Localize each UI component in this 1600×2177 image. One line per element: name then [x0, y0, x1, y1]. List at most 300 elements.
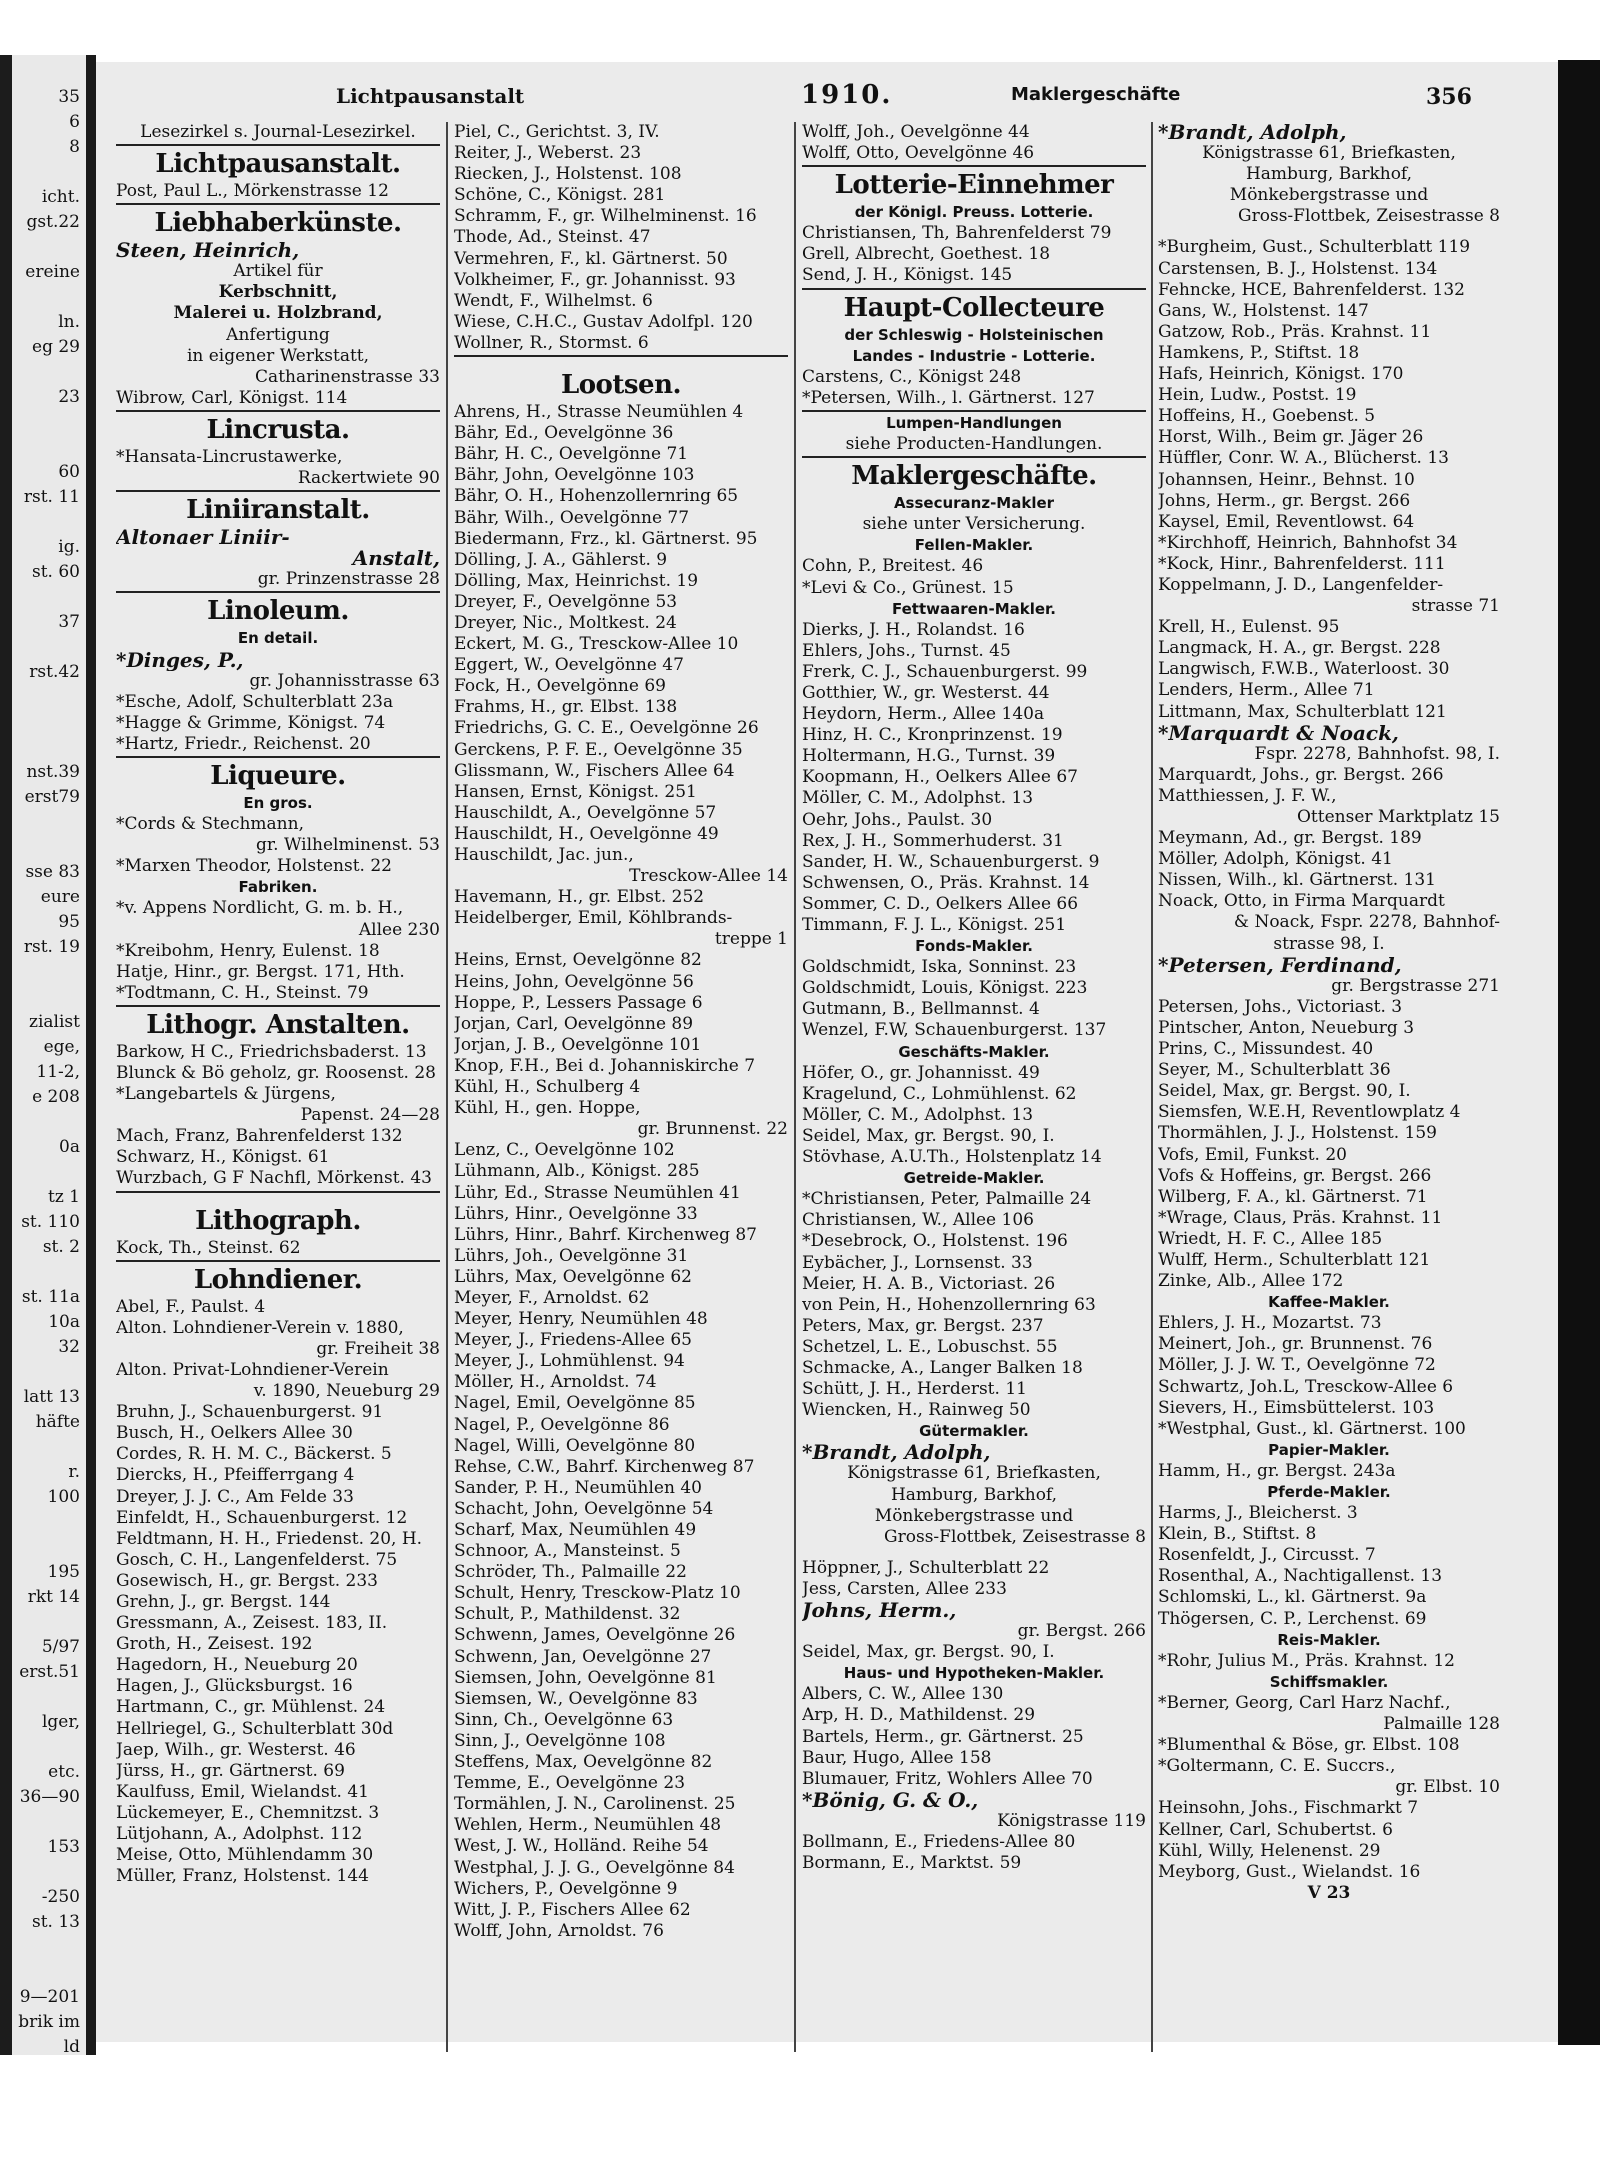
directory-entry: Wenzel, F.W, Schauenburgerst. 137 — [802, 1020, 1107, 1041]
directory-entry: Seidel, Max, gr. Bergst. 90, I. — [802, 1642, 1055, 1663]
directory-entry: *Langebartels & Jürgens, — [116, 1084, 336, 1105]
previous-page-fragment: ereine — [25, 262, 80, 282]
directory-entry: Meyer, J., Lohmühlenst. 94 — [454, 1351, 685, 1372]
directory-entry: Vofs, Emil, Funkst. 20 — [1158, 1144, 1347, 1165]
directory-entry: *Esche, Adolf, Schulterblatt 23a — [116, 691, 394, 712]
directory-entry: Hansen, Ernst, Königst. 251 — [454, 781, 697, 802]
directory-entry: *Rohr, Julius M., Präs. Krahnst. 12 — [1158, 1650, 1455, 1671]
directory-entry: Artikel für — [233, 261, 323, 282]
directory-entry: Mönkebergstrasse und — [1229, 185, 1429, 206]
previous-page-fragment: gst.22 — [26, 212, 80, 232]
subsection-heading: der Königl. Preuss. Lotterie. — [854, 203, 1094, 222]
directory-entry: Hein, Ludw., Postst. 19 — [1158, 385, 1357, 406]
directory-entry: Rex, J. H., Sommerhuderst. 31 — [802, 830, 1064, 851]
directory-entry: V 23 — [1307, 1882, 1351, 1903]
directory-entry: gr. Johannisstrasse 63 — [249, 670, 440, 691]
directory-entry: Königstrasse 61, Briefkasten, — [847, 1463, 1101, 1484]
directory-entry: *Hartz, Friedr., Reichenst. 20 — [116, 733, 371, 754]
directory-entry: Kühl, H., Schulberg 4 — [454, 1077, 641, 1098]
subsection-heading: Fonds-Makler. — [915, 937, 1033, 956]
directory-entry: *Desebrock, O., Holstenst. 196 — [802, 1231, 1068, 1252]
directory-entry: Palmaille 128 — [1383, 1714, 1500, 1735]
directory-entry: Wolff, John, Arnoldst. 76 — [454, 1920, 664, 1941]
directory-entry: Meyborg, Gust., Wielandst. 16 — [1158, 1861, 1421, 1882]
directory-entry: Wulff, Herm., Schulterblatt 121 — [1158, 1249, 1431, 1270]
section-heading: Lootsen. — [560, 370, 682, 401]
directory-entry: Kaulfuss, Emil, Wielandst. 41 — [116, 1781, 369, 1802]
directory-entry: *Hagge & Grimme, Königst. 74 — [116, 712, 386, 733]
directory-entry: Kellner, Carl, Schubertst. 6 — [1158, 1819, 1393, 1840]
directory-entry: Thögersen, C. P., Lerchenst. 69 — [1158, 1608, 1427, 1629]
featured-entry: *Bönig, G. & O., — [802, 1789, 979, 1811]
previous-page-fragment: häfte — [35, 1412, 80, 1432]
directory-entry: Gross-Flottbek, Zeisestrasse 8 — [884, 1526, 1146, 1547]
directory-entry: Steffens, Max, Oevelgönne 82 — [454, 1752, 713, 1773]
section-heading: Liniiranstalt. — [186, 495, 370, 526]
column-2 — [454, 122, 788, 1942]
previous-page-fragment: 36—90 — [19, 1787, 80, 1807]
directory-entry: Busch, H., Oelkers Allee 30 — [116, 1423, 353, 1444]
directory-entry: Langmack, H. A., gr. Bergst. 228 — [1158, 638, 1441, 659]
directory-entry: Hamburg, Barkhof, — [890, 1484, 1058, 1505]
directory-entry: Hauschildt, A., Oevelgönne 57 — [454, 802, 717, 823]
directory-entry: Ahrens, H., Strasse Neumühlen 4 — [454, 402, 744, 423]
directory-entry: Wichers, P., Oevelgönne 9 — [454, 1878, 678, 1899]
subsection-heading: der Schleswig - Holsteinischen — [844, 325, 1104, 344]
featured-entry: *Petersen, Ferdinand, — [1158, 954, 1402, 976]
previous-page-fragment: icht. — [41, 187, 80, 207]
directory-entry: Hamkens, P., Stiftst. 18 — [1158, 342, 1360, 363]
section-rule — [116, 490, 440, 492]
directory-entry: Schwensen, O., Präs. Krahnst. 14 — [802, 872, 1090, 893]
directory-entry: Vermehren, F., kl. Gärtnerst. 50 — [454, 248, 728, 269]
directory-entry: Wolff, Otto, Oevelgönne 46 — [802, 143, 1035, 164]
directory-entry: Frerk, C. J., Schauenburgerst. 99 — [802, 661, 1088, 682]
directory-entry: Siemsen, W., Oevelgönne 83 — [454, 1688, 698, 1709]
previous-page-fragment: st. 13 — [32, 1912, 80, 1932]
directory-entry: Volkheimer, F., gr. Johannisst. 93 — [454, 269, 736, 290]
directory-entry: Meyer, Henry, Neumühlen 48 — [454, 1309, 708, 1330]
previous-page-fragment: 153 — [47, 1837, 80, 1857]
previous-page-fragment: ln. — [58, 312, 80, 332]
column-divider — [794, 122, 796, 2052]
column-1 — [116, 122, 440, 1887]
directory-entry: Baur, Hugo, Allee 158 — [802, 1747, 992, 1768]
directory-entry: Gotthier, W., gr. Westerst. 44 — [802, 682, 1050, 703]
directory-entry: Rosenfeldt, J., Circusst. 7 — [1158, 1545, 1376, 1566]
directory-entry: Rackertwiete 90 — [297, 468, 440, 489]
directory-entry: Sommer, C. D., Oelkers Allee 66 — [802, 893, 1079, 914]
directory-entry: gr. Wilhelminenst. 53 — [256, 835, 440, 856]
directory-entry: Glissmann, W., Fischers Allee 64 — [454, 760, 735, 781]
directory-entry: Heidelberger, Emil, Köhlbrands- — [454, 908, 733, 929]
previous-page-fragment: 35 — [58, 87, 80, 107]
directory-entry: Knop, F.H., Bei d. Johanniskirche 7 — [454, 1055, 756, 1076]
section-rule — [116, 591, 440, 593]
directory-entry: Seidel, Max, gr. Bergst. 90, I. — [802, 1125, 1055, 1146]
directory-entry: Albers, C. W., Allee 130 — [802, 1684, 1004, 1705]
previous-page-fragment: rkt 14 — [27, 1587, 80, 1607]
directory-entry: Schwenn, Jan, Oevelgönne 27 — [454, 1646, 712, 1667]
directory-entry: Gutmann, B., Bellmannst. 4 — [802, 999, 1040, 1020]
section-rule — [454, 355, 788, 357]
directory-entry: Piel, C., Gerichtst. 3, IV. — [454, 122, 660, 142]
directory-entry: Höppner, J., Schulterblatt 22 — [802, 1557, 1050, 1578]
directory-entry: Hellriegel, G., Schulterblatt 30d — [116, 1718, 394, 1739]
directory-entry: Kragelund, C., Lohmühlenst. 62 — [802, 1083, 1077, 1104]
directory-entry: *Hansata-Lincrustawerke, — [116, 446, 343, 467]
directory-entry: Witt, J. P., Fischers Allee 62 — [454, 1899, 691, 1920]
directory-entry: Wiencken, H., Rainweg 50 — [802, 1400, 1031, 1421]
directory-entry: Schwartz, Joh.L, Tresckow-Allee 6 — [1158, 1376, 1454, 1397]
section-heading: Lithogr. Anstalten. — [146, 1009, 410, 1040]
directory-entry: Schacht, John, Oevelgönne 54 — [454, 1498, 714, 1519]
directory-entry: von Pein, H., Hohenzollernring 63 — [802, 1294, 1096, 1315]
directory-entry: Christiansen, W., Allee 106 — [802, 1210, 1034, 1231]
directory-entry: Meyer, F., Arnoldst. 62 — [454, 1287, 650, 1308]
directory-entry: Siemsen, John, Oevelgönne 81 — [454, 1667, 717, 1688]
directory-entry: Gosewisch, H., gr. Bergst. 233 — [116, 1570, 378, 1591]
previous-page-strip — [0, 55, 95, 2055]
directory-entry: Schwarz, H., Königst. 61 — [116, 1147, 330, 1168]
previous-page-fragment: 95 — [58, 912, 80, 932]
directory-entry: Bähr, H. C., Oevelgönne 71 — [454, 444, 689, 465]
directory-entry: Meyer, J., Friedens-Allee 65 — [454, 1330, 692, 1351]
directory-entry: Wurzbach, G F Nachfl, Mörkenst. 43 — [116, 1168, 432, 1189]
directory-entry: gr. Bergstrasse 271 — [1331, 975, 1500, 996]
section-rule — [116, 410, 440, 412]
directory-entry: Hafs, Heinrich, Königst. 170 — [1158, 364, 1404, 385]
subsection-heading: Geschäfts-Makler. — [898, 1042, 1050, 1061]
directory-entry: *Todtmann, C. H., Steinst. 79 — [116, 982, 369, 1003]
directory-entry: Fock, H., Oevelgönne 69 — [454, 676, 666, 697]
directory-entry: gr. Brunnenst. 22 — [637, 1119, 788, 1140]
directory-entry: Meinert, Joh., gr. Brunnenst. 76 — [1158, 1334, 1433, 1355]
subsection-heading: Getreide-Makler. — [903, 1169, 1045, 1188]
directory-entry: Schult, P., Mathildenst. 32 — [454, 1604, 681, 1625]
directory-entry: strasse 71 — [1411, 596, 1500, 617]
directory-entry: Sinn, J., Oevelgönne 108 — [454, 1730, 666, 1751]
directory-entry: gr. Freiheit 38 — [316, 1338, 440, 1359]
spacer — [1158, 227, 1500, 237]
directory-entry: Schult, Henry, Tresckow-Platz 10 — [454, 1583, 741, 1604]
directory-entry: Mönkebergstrasse und — [874, 1505, 1074, 1526]
section-heading: Lohndiener. — [193, 1264, 363, 1295]
directory-entry: Seidel, Max, gr. Bergst. 90, I. — [1158, 1081, 1411, 1102]
directory-entry: Lückemeyer, E., Chemnitzst. 3 — [116, 1802, 380, 1823]
directory-entry: Sander, H. W., Schauenburgerst. 9 — [802, 851, 1100, 872]
directory-entry: Hoffeins, H., Goebenst. 5 — [1158, 406, 1376, 427]
directory-entry: Möller, C. M., Adolphst. 13 — [802, 788, 1034, 809]
previous-page-fragment: latt 13 — [23, 1387, 80, 1407]
previous-page-fragment: st. 60 — [32, 562, 80, 582]
directory-entry: Oehr, Johs., Paulst. 30 — [802, 809, 993, 830]
directory-entry: Dölling, J. A., Gählerst. 9 — [454, 549, 668, 570]
directory-entry: Mach, Franz, Bahrenfelderst 132 — [116, 1126, 403, 1147]
directory-entry: Möller, C. M., Adolphst. 13 — [802, 1104, 1034, 1125]
directory-entry: Wiese, C.H.C., Gustav Adolfpl. 120 — [454, 311, 753, 332]
directory-entry: Schmacke, A., Langer Balken 18 — [802, 1357, 1083, 1378]
directory-entry: Sander, P. H., Neumühlen 40 — [454, 1477, 702, 1498]
directory-entry: Harms, J., Bleicherst. 3 — [1158, 1503, 1358, 1524]
header-year: 1910. — [801, 80, 893, 110]
directory-entry: *Kreibohm, Henry, Eulenst. 18 — [116, 940, 380, 961]
section-heading: Haupt-Collecteure — [843, 292, 1105, 323]
directory-entry: Bormann, E., Marktst. 59 — [802, 1853, 1022, 1874]
directory-entry: Nagel, P., Oevelgönne 86 — [454, 1414, 670, 1435]
directory-entry: Lesezirkel s. Journal-Lesezirkel. — [140, 122, 416, 142]
directory-entry: Wehlen, Herm., Neumühlen 48 — [454, 1815, 722, 1836]
directory-entry: Heins, Ernst, Oevelgönne 82 — [454, 950, 702, 971]
directory-entry: Hagedorn, H., Neueburg 20 — [116, 1655, 358, 1676]
directory-entry: *Wrage, Claus, Präs. Krahnst. 11 — [1158, 1207, 1443, 1228]
directory-entry: Alton. Privat-Lohndiener-Verein — [116, 1359, 389, 1380]
previous-page-fragment: erst.51 — [19, 1662, 80, 1682]
directory-entry: Tormählen, J. N., Carolinenst. 25 — [454, 1794, 736, 1815]
directory-entry: Bähr, Ed., Oevelgönne 36 — [454, 423, 674, 444]
directory-entry: Blumauer, Fritz, Wohlers Allee 70 — [802, 1768, 1093, 1789]
directory-entry: *Westphal, Gust., kl. Gärtnerst. 100 — [1158, 1418, 1466, 1439]
directory-entry: Wolff, Joh., Oevelgönne 44 — [802, 122, 1030, 142]
directory-entry: Gosch, C. H., Langenfelderst. 75 — [116, 1549, 398, 1570]
subsection-heading: Schiffsmakler. — [1269, 1672, 1389, 1691]
directory-entry: Jorjan, J. B., Oevelgönne 101 — [454, 1034, 702, 1055]
directory-entry: Möller, Adolph, Königst. 41 — [1158, 849, 1393, 870]
directory-entry: Kaysel, Emil, Reventlowst. 64 — [1158, 511, 1415, 532]
directory-entry: Ottenser Marktplatz 15 — [1296, 807, 1500, 827]
directory-entry: Lütjohann, A., Adolphst. 112 — [116, 1824, 363, 1844]
directory-entry: v. 1890, Neueburg 29 — [253, 1381, 440, 1402]
directory-entry: Bähr, O. H., Hohenzollernring 65 — [454, 486, 739, 507]
previous-page-fragment: st. 110 — [21, 1212, 80, 1232]
previous-page-fragment: ege, — [43, 1037, 80, 1057]
directory-entry: Westphal, J. J. G., Oevelgönne 84 — [454, 1857, 735, 1878]
directory-entry: Siemsfen, W.E.H, Reventlowplatz 4 — [1158, 1102, 1461, 1123]
directory-entry: *Kock, Hinr., Bahrenfelderst. 111 — [1158, 553, 1446, 574]
directory-entry: siehe unter Versicherung. — [862, 514, 1086, 535]
directory-entry: Jürss, H., gr. Gärtnerst. 69 — [116, 1760, 345, 1781]
directory-entry: Marquardt, Johs., gr. Bergst. 266 — [1158, 764, 1444, 785]
directory-entry: Allee 230 — [358, 919, 440, 940]
subsection-heading: Papier-Makler. — [1268, 1440, 1390, 1459]
directory-entry: Holtermann, H.G., Turnst. 39 — [802, 746, 1056, 767]
directory-entry: Lührs, Hinr., Bahrf. Kirchenweg 87 — [454, 1224, 757, 1245]
page-header — [136, 80, 1556, 114]
column-divider — [1151, 122, 1153, 2052]
directory-entry: Kühl, H., gen. Hoppe, — [454, 1098, 641, 1119]
directory-entry: Lühmann, Alb., Königst. 285 — [454, 1161, 700, 1182]
directory-entry: Lenz, C., Oevelgönne 102 — [454, 1140, 675, 1161]
previous-page-fragment: 37 — [58, 612, 80, 632]
section-heading: Lithograph. — [195, 1205, 361, 1236]
directory-entry: Biedermann, Frz., kl. Gärtnerst. 95 — [454, 528, 758, 549]
directory-entry: Carstens, C., Königst 248 — [802, 366, 1022, 387]
directory-entry: Barkow, H C., Friedrichsbaderst. 13 — [116, 1041, 427, 1062]
directory-entry: Arp, H. D., Mathildenst. 29 — [802, 1705, 1036, 1726]
header-right-keyword: Maklergeschäfte — [1011, 84, 1181, 105]
directory-entry: Thormählen, J. J., Holstenst. 159 — [1158, 1123, 1437, 1144]
directory-entry: Lührs, Joh., Oevelgönne 31 — [454, 1245, 689, 1266]
directory-entry: *Burgheim, Gust., Schulterblatt 119 — [1158, 237, 1471, 258]
directory-entry: Anfertigung — [226, 324, 330, 345]
directory-entry: Tresckow-Allee 14 — [629, 866, 788, 887]
directory-entry: Blunck & Bö geholz, gr. Roosenst. 28 — [116, 1063, 436, 1083]
directory-entry: Wibrow, Carl, Königst. 114 — [116, 387, 348, 408]
section-heading: Lincrusta. — [206, 414, 350, 445]
directory-entry: treppe 1 — [714, 929, 788, 950]
directory-entry: Horst, Wilh., Beim gr. Jäger 26 — [1158, 427, 1424, 448]
directory-entry: Jess, Carsten, Allee 233 — [802, 1578, 1007, 1599]
directory-entry: Einfeldt, H., Schauenburgerst. 12 — [116, 1507, 408, 1528]
directory-entry: *Berner, Georg, Carl Harz Nachf., — [1158, 1692, 1451, 1713]
subsection-heading: Pferde-Makler. — [1267, 1483, 1391, 1501]
subsection-heading: Fettwaaren-Makler. — [891, 599, 1057, 618]
subsection-heading: Assecuranz-Makler — [893, 494, 1055, 513]
directory-entry: Lührs, Hinr., Oevelgönne 33 — [454, 1203, 698, 1224]
previous-page-fragment: 60 — [58, 462, 80, 482]
directory-entry: Rehse, C.W., Bahrf. Kirchenweg 87 — [454, 1456, 755, 1477]
directory-entry: Sinn, Ch., Oevelgönne 63 — [454, 1709, 674, 1730]
directory-entry: Heins, John, Oevelgönne 56 — [454, 971, 694, 992]
previous-page-fragment: rst. 19 — [23, 937, 80, 957]
directory-entry: Nagel, Willi, Oevelgönne 80 — [454, 1435, 696, 1456]
directory-entry: Meier, H. A. B., Victoriast. 26 — [802, 1273, 1056, 1294]
featured-entry: *Dinges, P., — [116, 649, 244, 671]
directory-entry: Bartels, Herm., gr. Gärtnerst. 25 — [802, 1726, 1084, 1747]
section-rule — [116, 203, 440, 205]
directory-entry: Koppelmann, J. D., Langenfelder- — [1158, 574, 1444, 595]
subsection-heading: En detail. — [237, 629, 319, 648]
directory-entry: Hamburg, Barkhof, — [1245, 164, 1413, 185]
section-heading: Liqueure. — [210, 760, 346, 791]
directory-entry: Prins, C., Missundest. 40 — [1158, 1039, 1374, 1060]
previous-page-fragment: eure — [40, 887, 80, 907]
directory-entry: *Christiansen, Peter, Palmaille 24 — [802, 1189, 1092, 1210]
directory-entry: Schwenn, James, Oevelgönne 26 — [454, 1625, 736, 1646]
directory-entry: Cohn, P., Breitest. 46 — [802, 556, 984, 577]
previous-page-fragment: 8 — [69, 137, 80, 157]
directory-entry: Wilberg, F. A., kl. Gärtnerst. 71 — [1158, 1186, 1428, 1207]
directory-page — [96, 62, 1558, 2042]
directory-entry: *Cords & Stechmann, — [116, 814, 304, 835]
directory-entry: Jorjan, Carl, Oevelgönne 89 — [454, 1013, 694, 1034]
previous-page-fragment: ld — [63, 2037, 80, 2055]
section-heading: Maklergeschäfte. — [851, 461, 1097, 492]
directory-entry: Scharf, Max, Neumühlen 49 — [454, 1520, 697, 1540]
directory-entry: Friedrichs, G. C. E., Oevelgönne 26 — [454, 718, 759, 739]
directory-entry: Post, Paul L., Mörkenstrasse 12 — [116, 181, 389, 202]
spacer — [802, 1548, 1146, 1558]
previous-page-fragment: eg 29 — [32, 337, 80, 357]
directory-entry: Schetzel, L. E., Lobuschst. 55 — [802, 1336, 1058, 1357]
directory-entry: Bollmann, E., Friedens-Allee 80 — [802, 1832, 1076, 1853]
spacer — [116, 1194, 440, 1204]
directory-entry: Send, J. H., Königst. 145 — [802, 265, 1013, 286]
directory-entry: Christiansen, Th, Bahrenfelderst 79 — [802, 223, 1112, 244]
directory-entry: Hoppe, P., Lessers Passage 6 — [454, 992, 703, 1013]
previous-page-fragment: -250 — [41, 1887, 80, 1907]
subsection-heading: Kaffee-Makler. — [1268, 1293, 1390, 1312]
previous-page-fragment: 0a — [59, 1137, 80, 1157]
film-gutter — [86, 55, 96, 2055]
directory-entry: Timmann, F. J. L., Königst. 251 — [802, 915, 1067, 935]
previous-page-fragment: zialist — [29, 1012, 80, 1032]
directory-entry: gr. Bergst. 266 — [1017, 1621, 1146, 1642]
directory-entry: siehe Producten-Handlungen. — [845, 434, 1103, 455]
previous-page-fragment: lger, — [41, 1712, 80, 1732]
directory-entry: Klein, B., Stiftst. 8 — [1158, 1524, 1317, 1545]
directory-entry: Goldschmidt, Iska, Sonninst. 23 — [802, 957, 1077, 978]
directory-entry: Kühl, Willy, Helenenst. 29 — [1158, 1840, 1381, 1861]
directory-entry: Eybächer, J., Lornsenst. 33 — [802, 1252, 1033, 1273]
directory-entry: Littmann, Max, Schulterblatt 121 — [1158, 701, 1447, 722]
directory-entry: Lenders, Herm., Allee 71 — [1158, 680, 1375, 701]
directory-entry: Schöne, C., Königst. 281 — [454, 185, 666, 206]
directory-entry: Groth, H., Zeisest. 192 — [116, 1634, 313, 1655]
section-heading: Lichtpausanstalt. — [155, 149, 401, 180]
film-edge-right — [1558, 60, 1600, 2045]
directory-entry: Bähr, Wilh., Oevelgönne 77 — [454, 507, 690, 528]
directory-entry: Möller, J. J. W. T., Oevelgönne 72 — [1158, 1355, 1436, 1376]
directory-entry: *Kirchhoff, Heinrich, Bahnhofst 34 — [1158, 532, 1458, 553]
directory-entry: Möller, H., Arnoldst. 74 — [454, 1372, 657, 1393]
directory-entry: Schröder, Th., Palmaille 22 — [454, 1562, 687, 1583]
directory-entry: Reiter, J., Weberst. 23 — [454, 143, 642, 164]
directory-entry: Kock, Th., Steinst. 62 — [116, 1237, 301, 1258]
directory-entry: Meymann, Ad., gr. Bergst. 189 — [1158, 828, 1422, 849]
section-heading: Linoleum. — [207, 596, 349, 627]
previous-page-fragment: 6 — [69, 112, 80, 132]
directory-entry: Höfer, O., gr. Johannisst. 49 — [802, 1062, 1040, 1083]
previous-page-fragment: erst79 — [24, 787, 80, 807]
directory-entry: Fehncke, HCE, Bahrenfelderst. 132 — [1158, 279, 1465, 300]
previous-page-fragment: 9—201 — [19, 1987, 80, 2007]
subsection-heading: Fabriken. — [238, 878, 318, 897]
directory-entry: Zinke, Alb., Allee 172 — [1158, 1271, 1344, 1292]
previous-page-fragment: st. 11a — [21, 1287, 80, 1307]
directory-entry: gr. Elbst. 10 — [1395, 1777, 1500, 1798]
directory-entry: Gans, W., Holstenst. 147 — [1158, 300, 1369, 321]
directory-entry: Eckert, M. G., Tresckow-Allee 10 — [454, 634, 739, 655]
directory-entry: Havemann, H., gr. Elbst. 252 — [454, 887, 705, 908]
header-left-keyword: Lichtpausanstalt — [336, 84, 525, 108]
directory-entry: Wendt, F., Wilhelmst. 6 — [454, 290, 653, 311]
directory-entry: Schlomski, L., kl. Gärtnerst. 9a — [1158, 1587, 1427, 1608]
directory-entry: *Petersen, Wilh., l. Gärtnerst. 127 — [802, 387, 1095, 408]
directory-entry: Malerei u. Holzbrand, — [173, 303, 383, 324]
directory-entry: Ehlers, J. H., Mozartst. 73 — [1158, 1313, 1382, 1334]
directory-entry: Feldtmann, H. H., Friedenst. 20, H. — [116, 1528, 423, 1549]
directory-entry: Dölling, Max, Heinrichst. 19 — [454, 570, 699, 591]
directory-entry: Wollner, R., Stormst. 6 — [454, 332, 649, 353]
directory-entry: Schramm, F., gr. Wilhelminenst. 16 — [454, 206, 757, 227]
previous-page-fragment: sse 83 — [25, 862, 80, 882]
section-heading: Liebhaberkünste. — [154, 208, 402, 239]
directory-entry: Grehn, J., gr. Bergst. 144 — [116, 1591, 331, 1612]
directory-entry: Petersen, Johs., Victoriast. 3 — [1158, 996, 1403, 1017]
directory-entry: Heinsohn, Johs., Fischmarkt 7 — [1158, 1798, 1419, 1819]
previous-page-fragment: 5/97 — [41, 1637, 80, 1657]
featured-entry: *Marquardt & Noack, — [1158, 722, 1399, 744]
directory-entry: *v. Appens Nordlicht, G. m. b. H., — [116, 898, 404, 919]
directory-entry: Carstensen, B. J., Holstenst. 134 — [1158, 258, 1438, 279]
previous-page-fragment: nst.39 — [26, 762, 80, 782]
previous-page-fragment: brik im — [18, 2012, 80, 2032]
directory-entry: Dierks, J. H., Rolandst. 16 — [802, 619, 1025, 640]
previous-page-fragment: 23 — [58, 387, 80, 407]
directory-entry: Temme, E., Oevelgönne 23 — [454, 1773, 686, 1794]
subsection-heading: Reis-Makler. — [1277, 1630, 1381, 1649]
